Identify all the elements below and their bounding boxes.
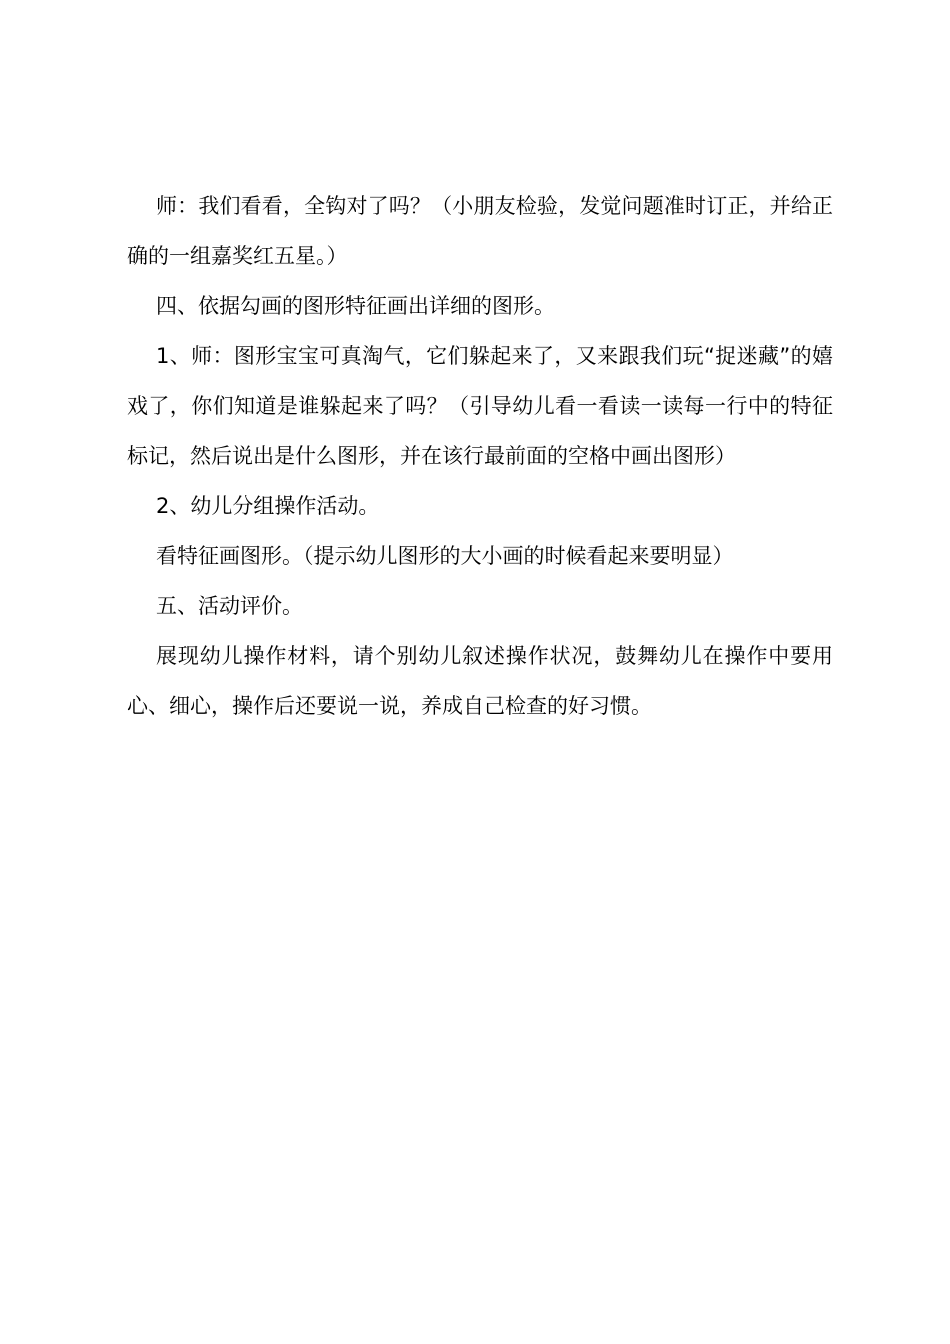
paragraph-step-two: 2、幼儿分组操作活动。 — [156, 494, 380, 518]
paragraph-section-five-heading: 五、活动评价。 — [156, 594, 303, 618]
paragraph-teacher-check: 师：我们看看，全钩对了吗？（小朋友检验，发觉问题准时订正，并给正确的一组嘉奖红五星。） — [127, 194, 833, 268]
paragraph-evaluation: 展现幼儿操作材料，请个别幼儿叙述操作状况，鼓舞幼儿在操作中要用心、细心，操作后还要说一说，养成自己检查的好习惯。 — [127, 644, 833, 718]
document-body — [127, 181, 833, 731]
paragraph-draw-shapes: 看特征画图形。（提示幼儿图形的大小画的时候看起来要明显） — [156, 544, 734, 568]
paragraph-step-one: 1、师：图形宝宝可真淘气，它们躲起来了，又来跟我们玩“捉迷藏”的嬉戏了，你们知道是谁躲起来了吗？（引导幼儿看一看读一读每一行中的特征标记，然后说出是什么图形，并在该行最前面的空格中画出图形） — [127, 344, 833, 468]
paragraph-section-four-heading: 四、依据勾画的图形特征画出详细的图形。 — [156, 294, 555, 318]
